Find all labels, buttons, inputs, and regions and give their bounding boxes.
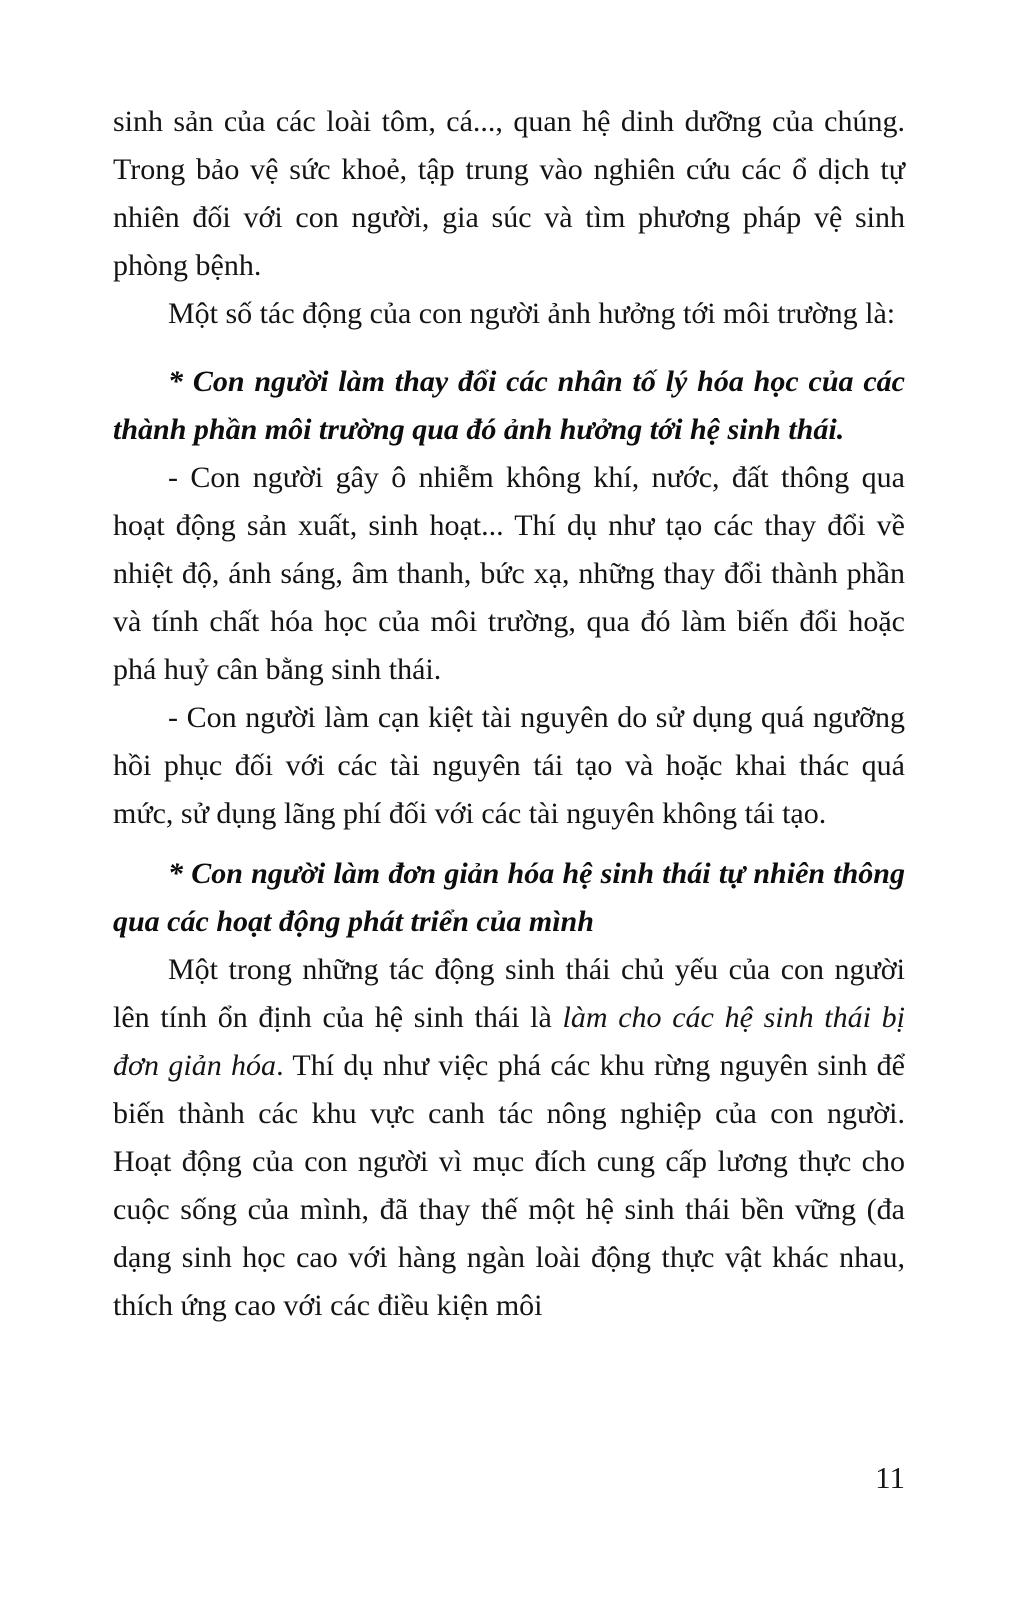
paragraph-segment-normal-1: Một trong những tác động sinh thái chủ yếu của con người lên tính ổn định của hệ sinh thái là [113, 953, 905, 1034]
paragraph-ecosystem-stability [113, 946, 905, 1330]
heading-physical-chemical-factors: * Con người làm thay đổi các nhân tố lý hóa học của các thành phần môi trường qua đó ảnh hưởng tới hệ sinh thái. [113, 365, 905, 446]
paragraph-segment-italic: làm cho các hệ sinh thái bị đơn giản hóa [113, 1001, 905, 1082]
paragraph-segment-normal-2: . Thí dụ như việc phá các khu rừng nguyên sinh để biến thành các khu vực canh tác nông nghiệp của con người. Hoạt động của con người vì mục đích cung cấp lương thực cho cuộc sống của mình, đã thay thế một hệ sinh thái bền vững (đa dạng sinh học cao với hàng ngàn loài động thực vật khác nhau, thích ứng cao với các điều kiện môi [113, 1049, 905, 1322]
page-number: 11 [875, 1460, 905, 1495]
paragraph-health-protection: sinh sản của các loài tôm, cá..., quan hệ dinh dưỡng của chúng. Trong bảo vệ sức khoẻ, tập trung vào nghiên cứu các ổ dịch tự nhiên đối với con người, gia súc và tìm phương pháp vệ sinh phòng bệnh. [113, 105, 905, 282]
page-text-block [113, 98, 905, 1330]
paragraph-pollution: - Con người gây ô nhiễm không khí, nước, đất thông qua hoạt động sản xuất, sinh hoạt... Thí dụ như tạo các thay đổi về nhiệt độ, ánh sáng, âm thanh, bức xạ, những thay đổi thành phần và tính chất hóa học của môi trường, qua đó làm biến đổi hoặc phá huỷ cân bằng sinh thái. [113, 461, 905, 686]
heading-ecosystem-simplification: * Con người làm đơn giản hóa hệ sinh thái tự nhiên thông qua các hoạt động phát triển của mình [113, 857, 905, 938]
paragraph-resource-depletion: - Con người làm cạn kiệt tài nguyên do sử dụng quá ngưỡng hồi phục đối với các tài nguyên tái tạo và hoặc khai thác quá mức, sử dụng lãng phí đối với các tài nguyên không tái tạo. [113, 701, 905, 830]
paragraph-human-impacts-intro: Một số tác động của con người ảnh hưởng tới môi trường là: [168, 297, 896, 330]
